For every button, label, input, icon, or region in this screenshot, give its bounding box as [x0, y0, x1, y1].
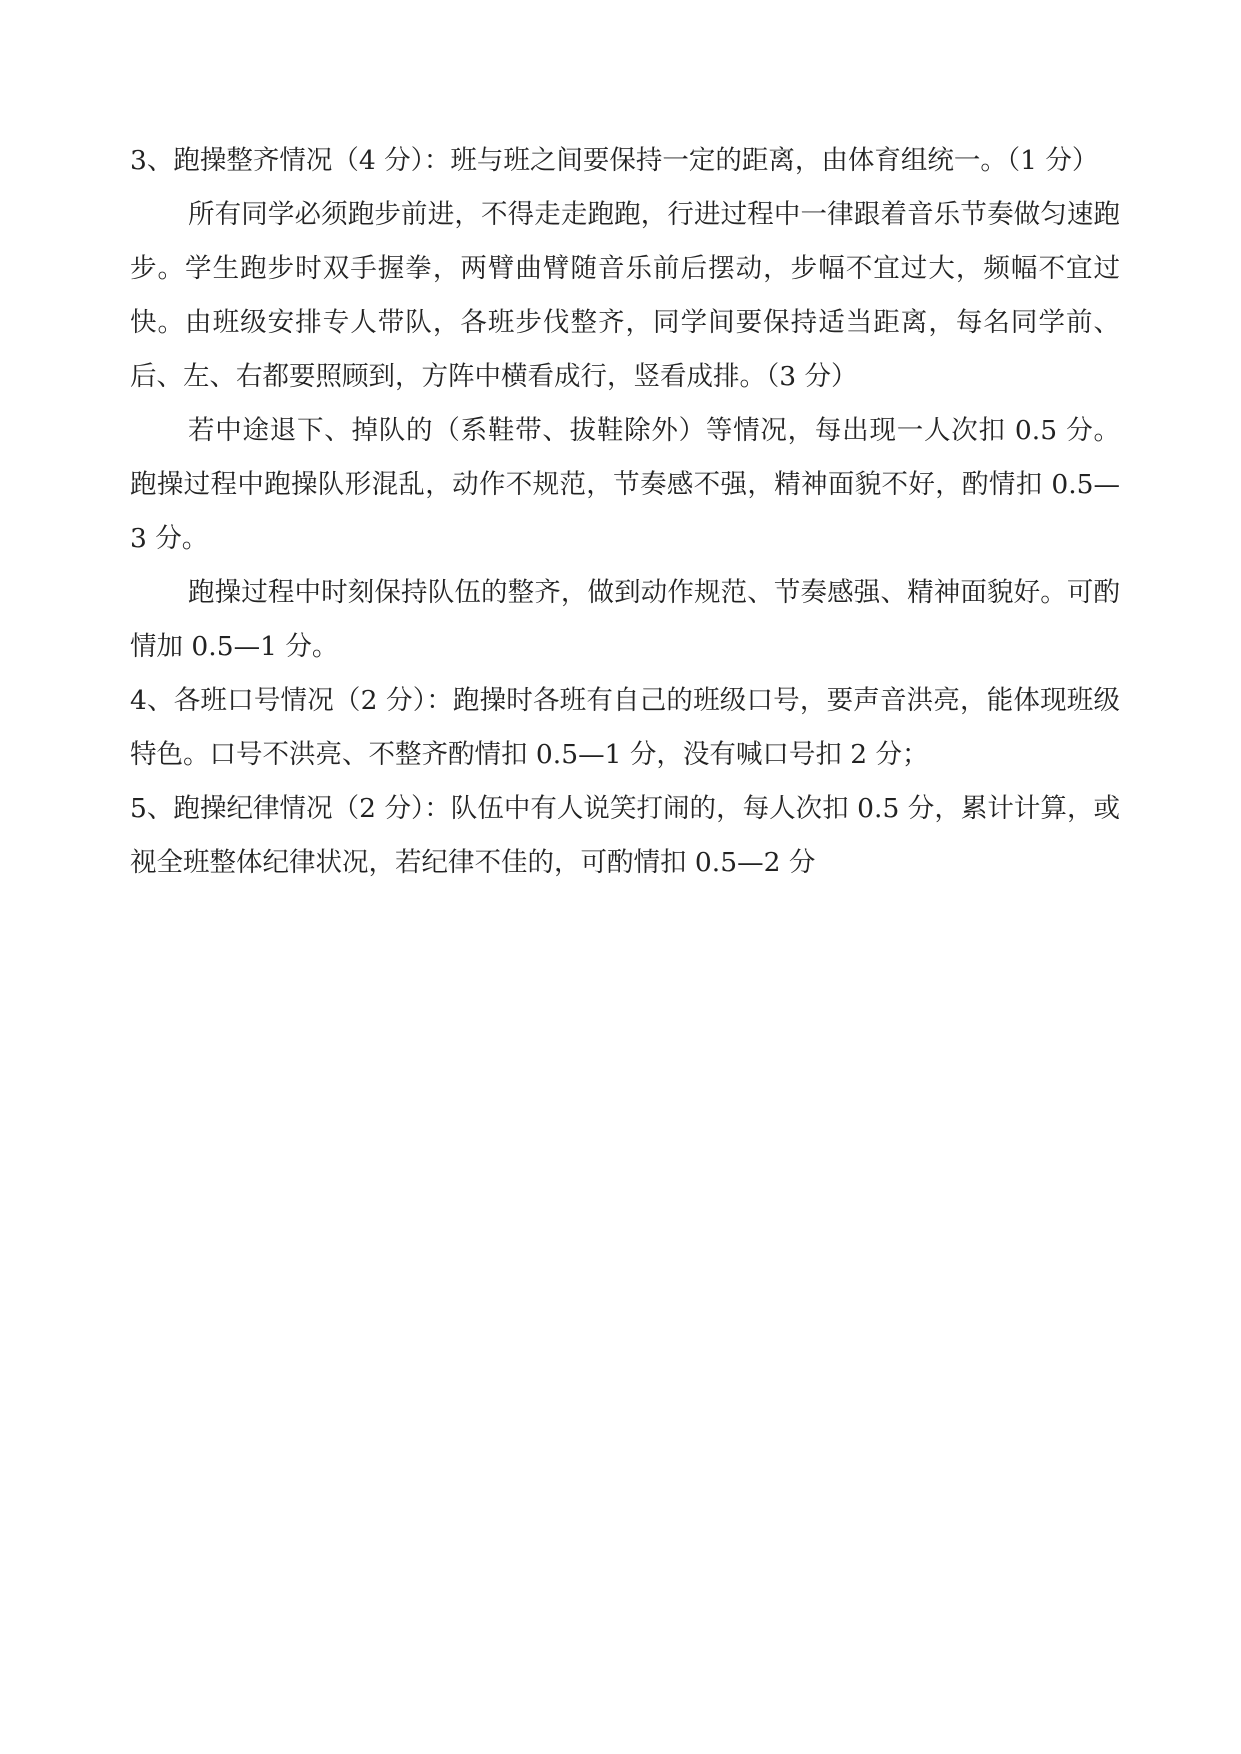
paragraph-bonus-rules: 跑操过程中时刻保持队伍的整齐，做到动作规范、节奏感强、精神面貌好。可酌情加 0.5—1 分。 — [130, 577, 1120, 662]
paragraph-running-requirements: 所有同学必须跑步前进，不得走走跑跑，行进过程中一律跟着音乐节奏做匀速跑步。学生跑步时双手握拳，两臂曲臂随音乐前后摆动，步幅不宜过大，频幅不宜过快。由班级安排专人带队，各班步伐整齐，同学间要保持适当距离，每名同学前、后、左、右都要照顾到，方阵中横看成行，竖看成排。（3 分） — [130, 199, 1120, 392]
paragraph-item-5-discipline: 5、跑操纪律情况（2 分）：队伍中有人说笑打闹的，每人次扣 0.5 分，累计计算，或视全班整体纪律状况，若纪律不佳的，可酌情扣 0.5—2 分 — [130, 793, 1120, 878]
paragraph-item-3-running-neatness: 3、跑操整齐情况（4 分）：班与班之间要保持一定的距离，由体育组统一。（1 分） — [130, 145, 1099, 176]
document-body — [130, 134, 1120, 890]
paragraph-item-4-class-slogan: 4、各班口号情况（2 分）：跑操时各班有自己的班级口号，要声音洪亮，能体现班级特色。口号不洪亮、不整齐酌情扣 0.5—1 分，没有喊口号扣 2 分； — [130, 685, 1120, 770]
paragraph-deduction-rules: 若中途退下、掉队的（系鞋带、拔鞋除外）等情况，每出现一人次扣 0.5 分。跑操过程中跑操队形混乱，动作不规范，节奏感不强，精神面貌不好，酌情扣 0.5—3 分。 — [130, 415, 1120, 554]
